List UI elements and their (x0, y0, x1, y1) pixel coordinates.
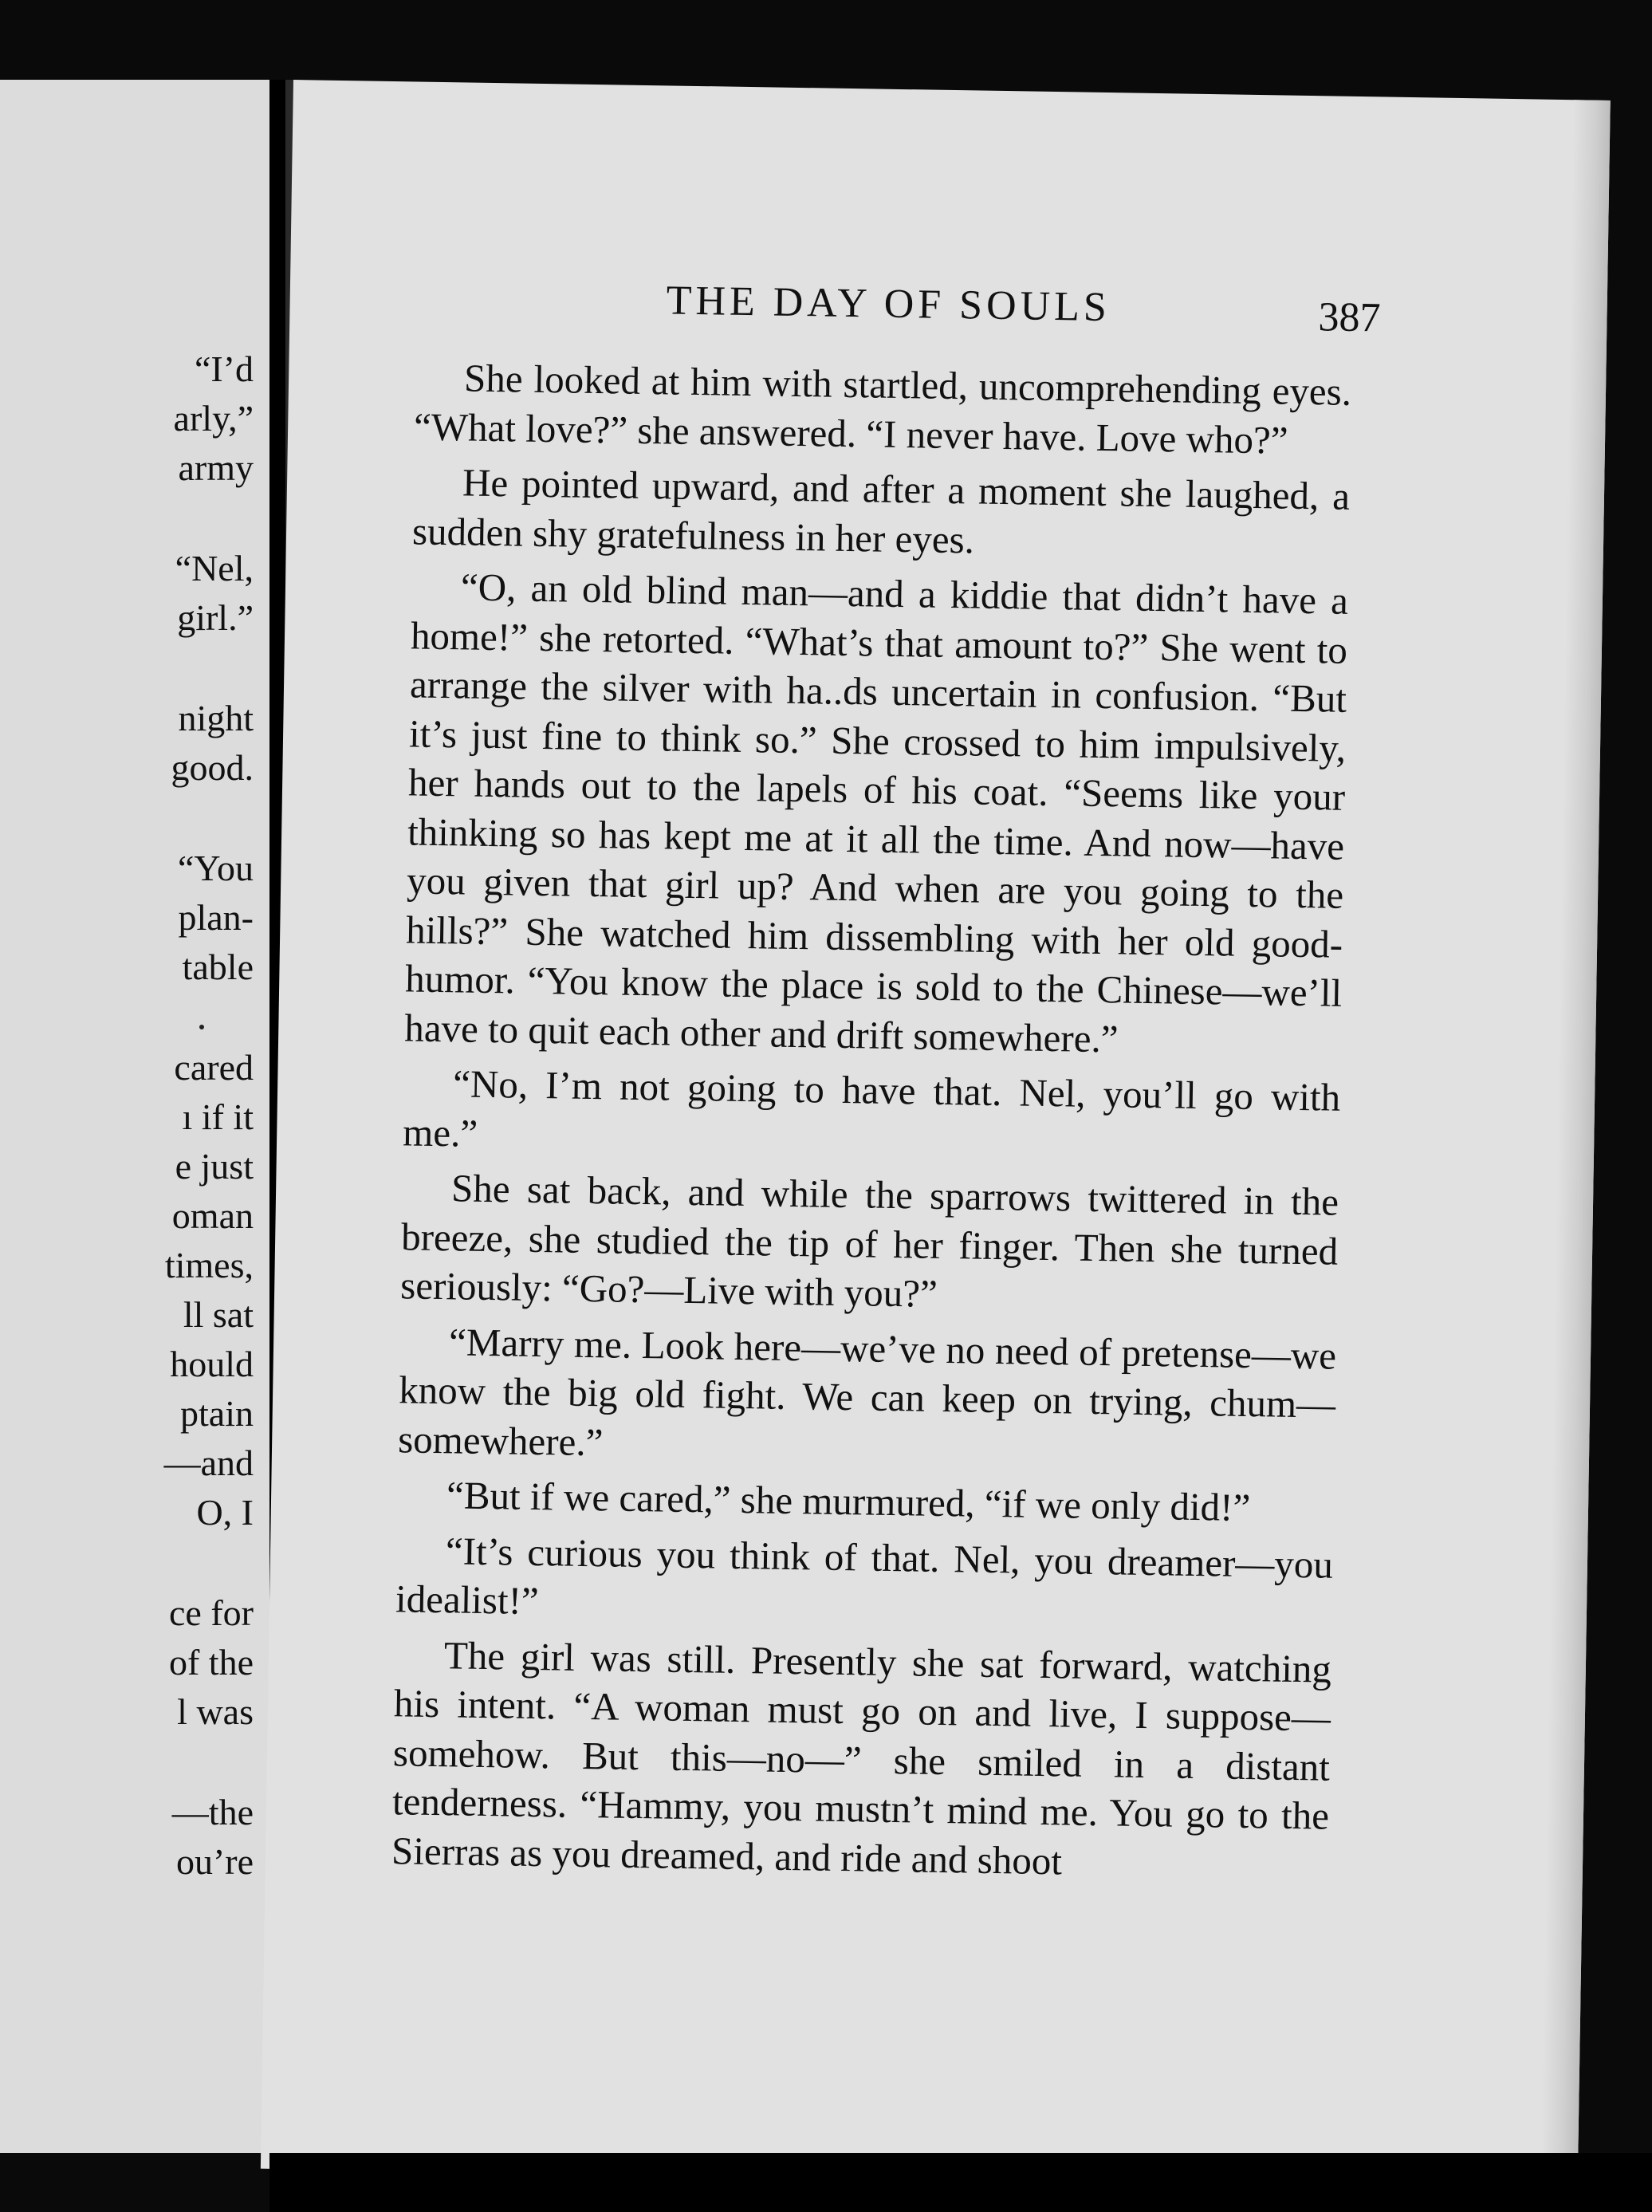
right-page (261, 80, 1611, 2190)
left-page-line-fragment: table (182, 947, 254, 987)
paragraph: “Marry me. Look here—we’ve no need of pretense—we know the big old fight. We can keep on trying, chum—somewhere.” (397, 1319, 1337, 1464)
left-page-line-fragment: O, I (196, 1492, 254, 1533)
page-number: 387 (1318, 294, 1381, 341)
left-page-line-fragment: girl.” (177, 597, 254, 638)
left-page-line-fragment: ı if it (182, 1096, 254, 1137)
paragraph: “It’s curious you think of that. Nel, you dreamer—you idealist!” (395, 1528, 1334, 1624)
paragraph: He pointed upward, and after a moment she laughed, a sudden shy gratefulness in her eyes. (411, 460, 1351, 561)
paragraph: The girl was still. Presently she sat forward, watching his intent. “A woman must go on and live, I suppose—somehow. But this—no—” she smiled in a distant tenderness. “Hammy, you mustn’t mind me. You go to the Sierras as you dreamed, and ride and shoot (391, 1632, 1332, 1883)
left-page-line-fragment: of the (168, 1642, 254, 1683)
paragraph: “But if we cared,” she murmured, “if we only did!” (446, 1473, 1251, 1530)
left-page-line-fragment: cared (174, 1047, 254, 1088)
left-page-line-fragment: good. (171, 747, 254, 788)
left-page-line-fragment: —the (171, 1792, 254, 1832)
running-head: THE DAY OF SOULS (666, 277, 1111, 331)
left-page-line-fragment: arly,” (173, 398, 254, 439)
left-page-line-fragment: ptain (180, 1393, 254, 1434)
left-page-line-fragment: l was (177, 1691, 254, 1732)
left-page-line-fragment: ce for (169, 1592, 254, 1633)
paragraph: “No, I’m not going to have that. Nel, you’ll go with me.” (402, 1061, 1341, 1155)
bottom-shadow (269, 2153, 1652, 2212)
left-page-line-fragment: ll sat (183, 1294, 254, 1335)
left-page-line-fragment: hould (170, 1344, 254, 1384)
left-page-line-fragment: e just (175, 1146, 254, 1187)
page-edge (1541, 100, 1611, 2189)
left-page-line-fragment: —and (163, 1443, 254, 1483)
left-page-line-fragment: plan- (178, 897, 254, 938)
left-page-line-fragment: “Nel, (175, 548, 254, 588)
paragraph: “O, an old blind man—and a kiddie that didn’t have a home!” she retorted. “What’s that amount to?” She went to arrange the silver with ha..ds uncertain in confusion. “But it’s just fine to think so.” She crossed to him impulsively, her hands out to the lapels of his coat. “Seems like your thinking so has kept me at it all the time. And now—have you given that girl up? And when are you going to the hills?” She watched him dissembling with her old good-humor. “You know the place is sold to the Chinese—we’ll have to quit each other and drift somewhere.” (403, 565, 1349, 1061)
body-text (391, 352, 1352, 1895)
left-page-line-fragment: ou’re (175, 1841, 254, 1882)
left-page-line-fragment: oman (171, 1195, 254, 1236)
left-page (0, 80, 269, 2153)
left-page-line-fragment: night (178, 698, 254, 738)
left-page-line-fragment: army (178, 447, 254, 488)
paragraph: She sat back, and while the sparrows twittered in the breeze, she studied the tip of her finger. Then she turned seriously: “Go?—Live with you?” (399, 1166, 1339, 1316)
ink-speck (199, 1025, 204, 1029)
left-page-line-fragment: “I’d (194, 348, 254, 389)
left-page-line-fragment: “You (177, 848, 254, 888)
paragraph: She looked at him with startled, uncomprehending eyes. “What love?” she answered. “I never have. Love who?” (413, 356, 1352, 462)
left-page-line-fragment: times, (164, 1245, 254, 1285)
